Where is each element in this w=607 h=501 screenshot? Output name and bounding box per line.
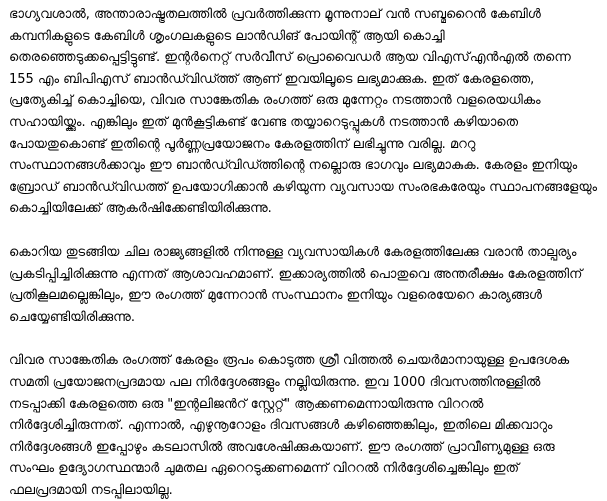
- paragraph-advisory-committee: വിവര സാങ്കേതിക രംഗത്ത് കേരളം രൂപം കൊടുത്ത ശ്രീ വിത്തല്‍ ചെയര്‍മാനായുള്ള ഉപദേശക സമതി പ്രയോജനപ്രദമായ പല നിര്‍ദ്ദേശങ്ങളും നല്ലിയിരുന്നു. ഇവ 1000 ദിവസത്തിനുള്ളില്‍ നടപ്പാക്കി കേരളത്തെ ഒരു "ഇന്റലിജന്‍റ് സ്റ്റേറ്റ്" ആക്കണമെന്നായിരുന്നു വിററല്‍ നിര്‍ദ്ദേശിച്ചിരുന്നത്. എന്നാല്‍, എഴുനൂറോളം ദിവസങ്ങള്‍ കഴിഞ്ഞെങ്കിലും, ഇതിലെ മിക്കവാറും നിര്‍ദ്ദേശങ്ങള്‍ ഇപ്പോഴും കടലാസില്‍ അവശേഷിക്കുകയാണ്. ഈ രംഗത്ത് പ്രാവീണ്യമുള്ള ഒരു സംഘം ഉദ്യോഗസ്ഥന്മാര്‍ ചുമതല ഏറെറടുക്കണമെന്ന് വിററല്‍ നിര്‍ദ്ദേശിച്ചെങ്കിലും ഇത് ഫലപ്രദമായി നടപ്പിലായില്ല.: [9, 353, 570, 498]
- paragraph-foreign-investors: കൊറിയ തുടങ്ങിയ ചില രാജ്യങ്ങളില്‍ നിന്നുള്ള വ്യവസായികള്‍ കേരളത്തിലേക്കു വരാന്‍ താല്പര്യം പ്രകടിപ്പിച്ചിരിക്കുന്നു എന്നത് ആശാവഹമാണ്. ഇക്കാര്യത്തില്‍ പൊതുവെ അന്തരീക്ഷം കേരളത്തിന് പ്രതികൂലമല്ലെങ്കിലും, ഈ രംഗത്ത് മുന്നേറാന്‍ സംസ്ഥാനം ഇനിയും വളരെയേറെ കാര്യങ്ങള്‍ ചെയ്യേണ്ടിയിരിക്കുന്നു.: [9, 244, 583, 325]
- paragraph-submarine-cable: ഭാഗ്യവശാല്‍, അന്താരാഷ്ട്രതലത്തില്‍ പ്രവര്‍ത്തിക്കുന്ന മൂന്നുനാല് വന്‍ സബ്മറൈന്‍ കേബിള്‍ കമ്പനികളുടെ കേബിള്‍ ശൃംഗലകളുടെ ലാന്‍ഡിങ് പോയിന്റ് ആയി കൊച്ചി തെരഞ്ഞെടുക്കപ്പെട്ടിട്ടുണ്ട്. ഇന്റര്‍നെറ്റ് സര്‍വീസ് പ്രൊവൈഡര്‍ ആയ വിഎസ്എന്‍എല്‍ തന്നെ 155 എം ബിപിഎസ് ബാന്‍ഡ്‍വിഡ്ത്ത് ആണ് ഇവയിലൂടെ ലഭ്യമാക്കുക. ഇത് കേരളത്തെ, പ്രത്യേകിച്ച് കൊച്ചിയെ, വിവര സാങ്കേതിക രംഗത്ത് ഒരു മുന്നേറ്റം നടത്താന്‍ വളരെയധികം സഹായിയ്ക്കും. എങ്കിലും ഇത് മുന്‍കൂട്ടികണ്ട് വേണ്ട തയ്യാറെടുപ്പുകള്‍ നടത്താന്‍ കഴിയാതെ പോയതുകൊണ്ട് ഇതിന്റെ പൂര്‍ണ്ണപ്രയോജനം കേരളത്തിന് ലഭിച്ചുന്നു വരില്ല. മററു സംസ്ഥാനങ്ങള്‍ക്കാവും ഈ ബാന്‍ഡ്‍വിഡ്ത്തിന്റെ നല്ലൊരു ഭാഗവും ലഭ്യമാകുക. കേരളം ഇനിയും ബ്രോഡ് ബാന്‍ഡ്‍വിഡത്ത് ഉപയോഗിക്കാന്‍ കഴിയുന്ന വ്യവസായ സംരഭകരേയും സ്ഥാപനങ്ങളേയും കൊച്ചിയിലേക്ക് ആകര്‍ഷിക്കേണ്ടിയിരിക്കുന്നു.: [9, 7, 598, 217]
